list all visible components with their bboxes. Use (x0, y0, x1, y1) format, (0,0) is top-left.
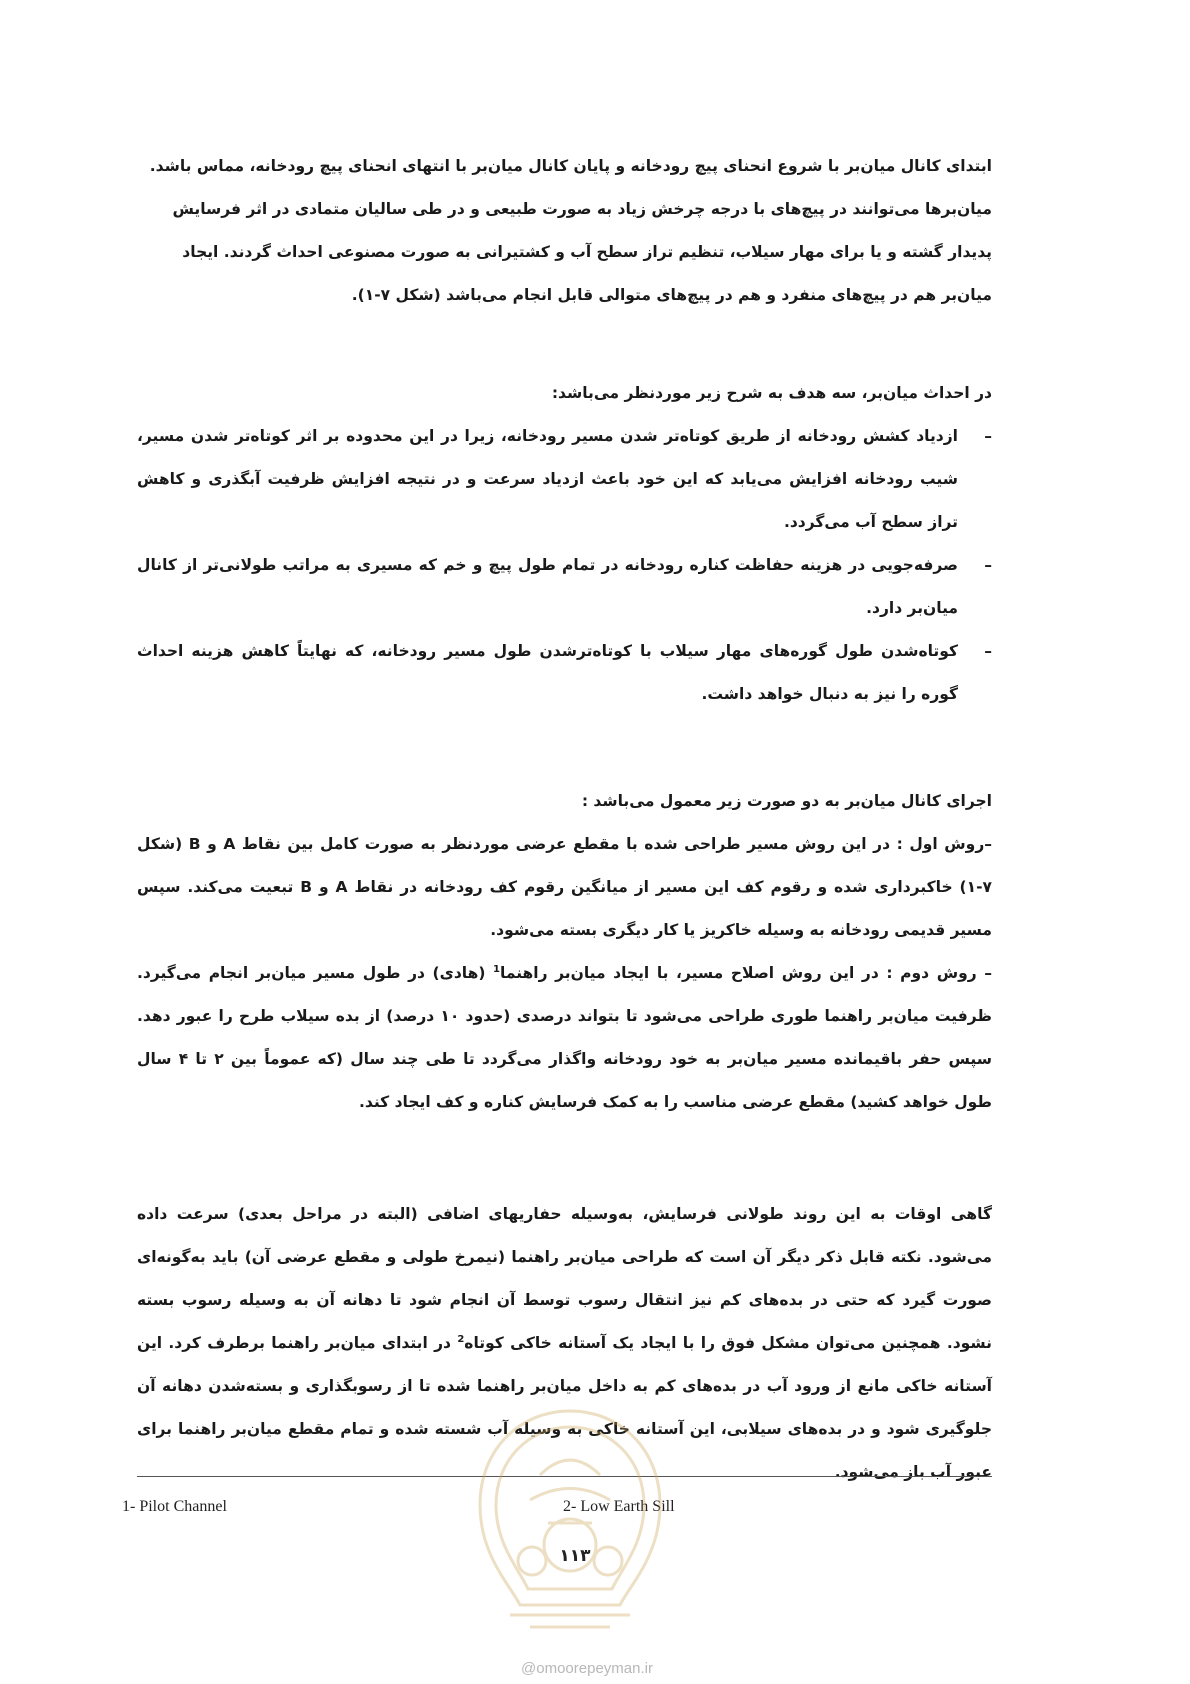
footnote-one: 1- Pilot Channel (122, 1498, 227, 1515)
goals-section (137, 372, 992, 716)
bullet-dash: – (984, 427, 992, 445)
page-number: ۱۱۳ (559, 1546, 591, 1566)
goal-text: کوتاه‌شدن طول گوره‌های مهار سیلاب با کوتاه‌ترشدن طول مسیر رودخانه، که نهایتاً کاهش هزینه احداث گوره را نیز به دنبال خواهد داشت. (137, 642, 958, 703)
watermark-url: @omoorepeyman.ir (521, 1660, 653, 1677)
footnote-ref: 2 (457, 1333, 465, 1345)
intro-line: پدیدار گشته و یا برای مهار سیلاب، تنظیم تراز سطح آب و کشتیرانی به صورت مصنوعی احداث گردند. ایجاد (182, 243, 992, 261)
intro-line: ابتدای کانال میان‌بر با شروع انحنای پیچ رودخانه و پایان کانال میان‌بر با انتهای انحنای پیچ رودخانه، مماس باشد. (149, 157, 992, 175)
bullet-dash: – (984, 556, 992, 574)
goal-item (137, 630, 992, 716)
goal-text: ازدیاد کشش رودخانه از طریق کوتاه‌تر شدن مسیر رودخانه، زیرا در این محدوده بر اثر کوتاه‌تر شدن مسیر، شیب رودخانه افزایش می‌یابد که این خود باعث ازدیاد سرعت و در نتیجه افزایش ظرفیت آبگذری و کاهش تراز سطح آب می‌گردد. (137, 427, 958, 531)
method-two-text: (هادی) در طول مسیر میان‌بر انجام می‌گیرد. ظرفیت میان‌بر راهنما طوری طراحی می‌شود تا بتواند درصدی (حدود ۱۰ درصد) از بده سیلاب طرح را عبور دهد. سپس حفر باقیمانده مسیر میان‌بر به خود رودخانه واگذار می‌گردد تا طی چند سال (که عموماً بین ۲ تا ۴ سال طول خواهد کشید) مقطع عرضی مناسب را به کمک فرسایش کناره و کف ایجاد کند. (137, 964, 992, 1111)
goals-heading: در احداث میان‌بر، سه هدف به شرح زیر موردنظر می‌باشد: (551, 384, 992, 402)
method-two-paragraph (137, 952, 992, 1124)
methods-section (137, 780, 992, 1124)
final-text: در ابتدای میان‌بر راهنما برطرف کرد. این آستانه خاکی مانع از ورود آب در بده‌های کم به داخل میان‌بر راهنما شده تا از رسوبگذاری و بسته‌شدن دهانه آن جلوگیری شود و در بده‌های سیلابی، این آستانه خاکی به وسیله آب شسته شده و تمام مقطع میان‌بر راهنما برای عبور آب باز می‌شود. (137, 1334, 992, 1481)
watermark-seal-icon (470, 1405, 670, 1637)
goal-item (137, 544, 992, 630)
goal-text: صرفه‌جویی در هزینه حفاظت کناره رودخانه در تمام طول پیچ و خم که مسیری به مراتب طولانی‌تر از کانال میان‌بر دارد. (137, 556, 958, 617)
goal-item (137, 415, 992, 544)
method-one-paragraph: –روش اول : در این روش مسیر طراحی شده با مقطع عرضی موردنظر به صورت کامل بین نقاط A و B (شکل ۷-۱) خاکبرداری شده و رقوم کف این مسیر از میانگین رقوم کف رودخانه در نقاط A و B تبعیت می‌کند. سپس مسیر قدیمی رودخانه به وسیله خاکریز یا کار دیگری بسته می‌شود. (137, 835, 992, 939)
methods-heading: اجرای کانال میان‌بر به دو صورت زیر معمول می‌باشد : (581, 792, 992, 810)
intro-line: میان‌بر هم در پیچ‌های منفرد و هم در پیچ‌های متوالی قابل انجام می‌باشد (شکل ۷-۱). (351, 286, 992, 304)
final-text: گاهی اوقات به این روند طولانی فرسایش، به‌وسیله حفاریهای اضافی (البته در مراحل بعدی) سرعت داده می‌شود. نکته قابل ذکر دیگر آن است که طراحی میان‌بر راهنما (نیمرخ طولی و مقطع عرضی آن) باید به‌گونه‌ای صورت گیرد که حتی در بده‌های کم نیز انتقال رسوب توسط آن انجام شود تا دهانه آن به وسیله رسوب بسته نشود. همچنین می‌توان مشکل فوق را با ایجاد یک آستانه خاکی کوتاه (137, 1205, 992, 1352)
footnote-two: 2- Low Earth Sill (563, 1498, 675, 1515)
intro-paragraph (137, 145, 992, 317)
method-two-text: – روش دوم : در این روش اصلاح مسیر، با ایجاد میان‌بر راهنما (500, 964, 992, 982)
bullet-dash: – (984, 642, 992, 660)
intro-line: میان‌برها می‌توانند در پیچ‌های با درجه چرخش زیاد به صورت طبیعی و در طی سالیان متمادی در اثر فرسایش (172, 200, 992, 218)
footnote-ref: 1 (493, 963, 501, 975)
